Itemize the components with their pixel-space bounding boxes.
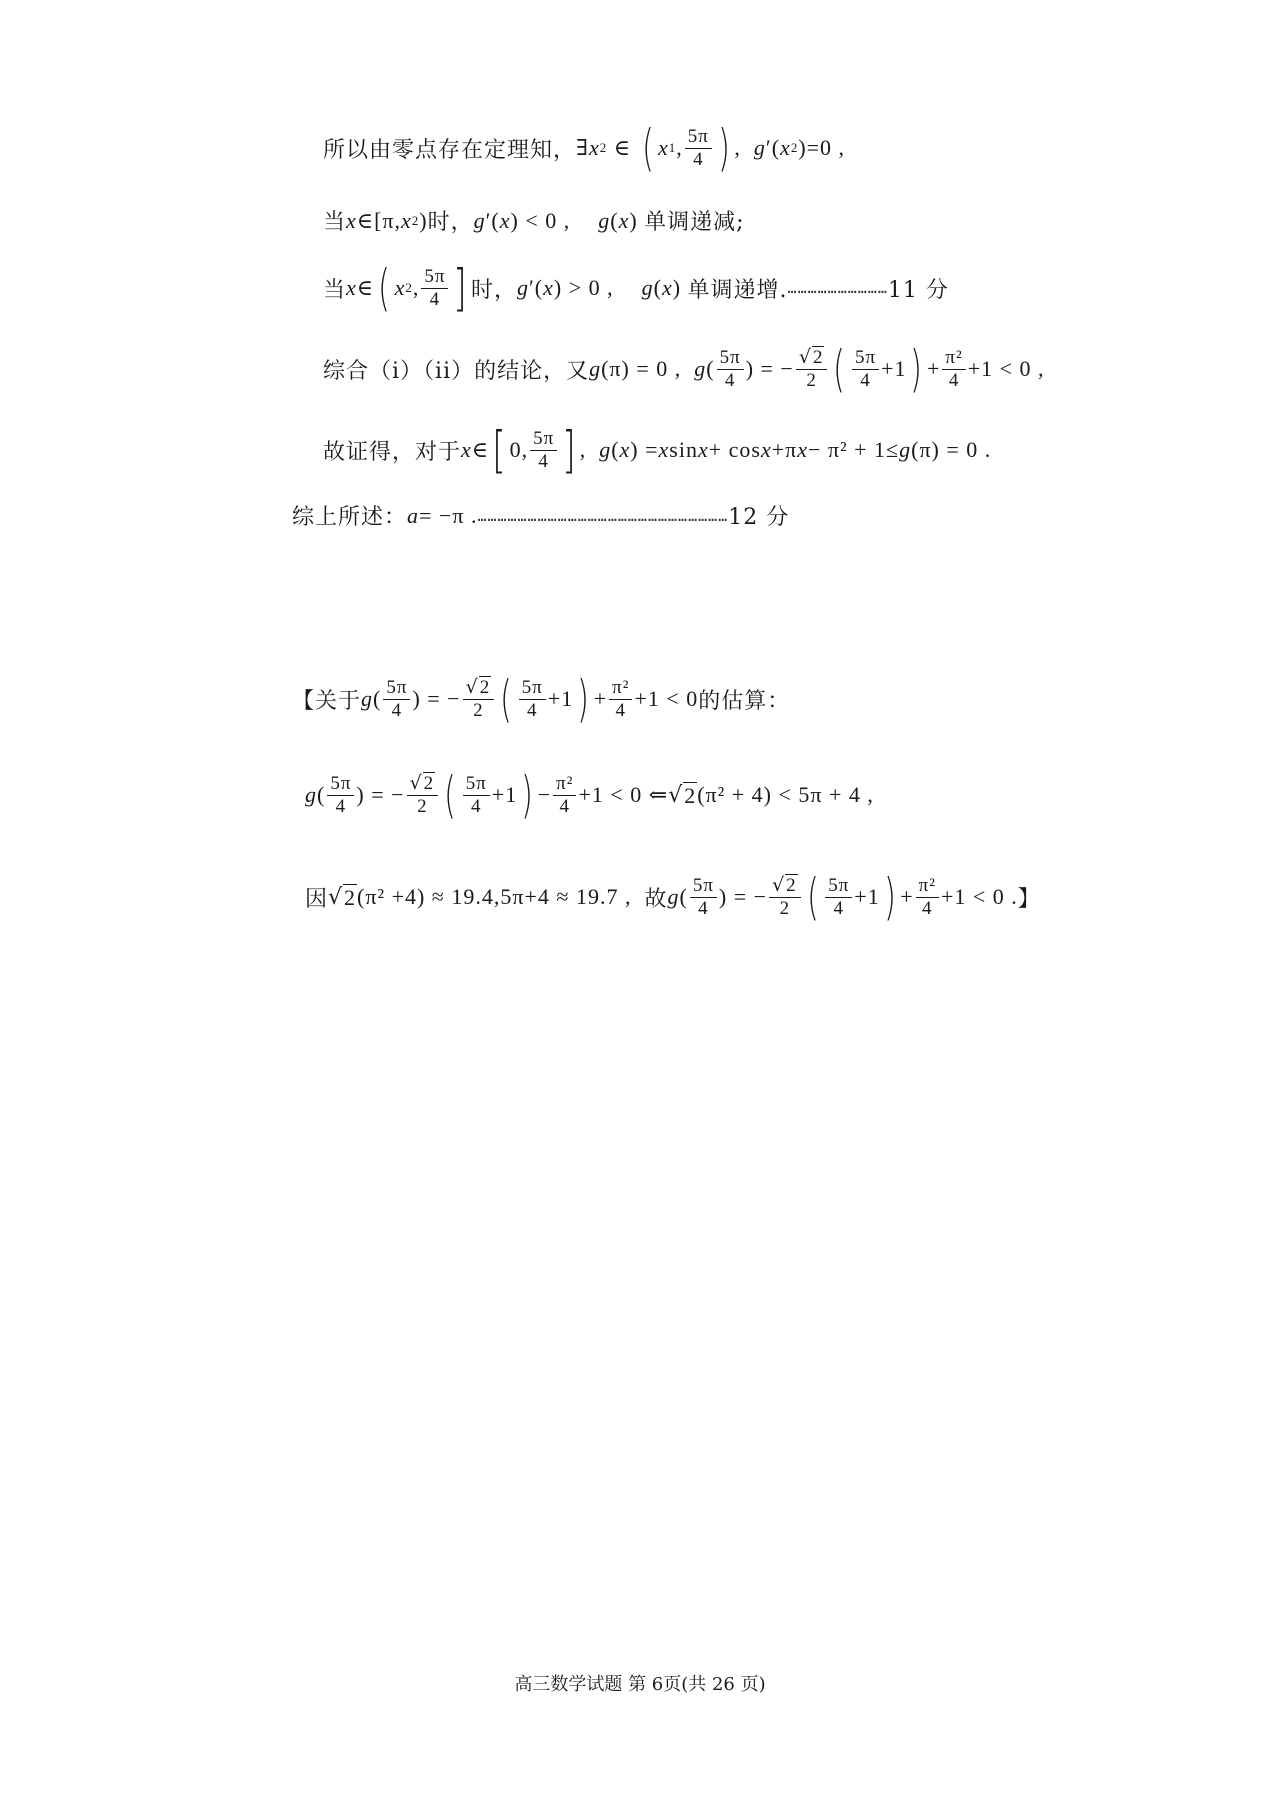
line-text: 所以由零点存在定理知， [323,137,577,163]
line-text: 综上所述： [292,505,408,530]
note-estimate-title: 【关于 g ( $\frac{5\pi}{4}$ ) = − $\frac{√2}{2}$ ( $\frac{5\pi}{4}$ +1 ) + $\frac{\text{π²}}{4}$ +1 < 0 的估算： [292,670,791,728]
note-estimate-values: 因 √ 2 (π² +4) ≈ 19.4,5π+4 ≈ 19.7 , 故 g ( $\frac{5\pi}{4}$ ) = − $\frac{√2}{2}$ ( $\frac{5\pi}{4}$ +1 ) + $\frac{\text{π²}}{4}$ +1 < 0 . 】 [305,868,1041,926]
line-text: 故 [644,886,668,912]
exists-symbol: ∃ [576,135,589,160]
line-text: 的估算： [698,688,791,714]
line-increasing: 当 x ∈ ( x 2 , $\frac{5\pi}{4}$ ] 时， g ′( x ) > 0 , g ( x ) 单调递增. ………………………… 11 分 [323,259,949,317]
line-text: 因 [305,886,329,912]
line-text: 时， [427,210,474,235]
line-combine: 综合（i）（ii）的结论，又 g (π) = 0 , g ( $\frac{5\pi}{4}$ ) = − $\frac{√2}{2}$ ( $\frac{5\pi}{4}$ +1 ) + $\frac{\text{π²}}{4}$ +1 < 0 , [323,340,1045,398]
line-summary: 综上所述： a = −π . ………………………………………………………………… 12 分 [292,500,789,531]
line-text: 【关于 [292,688,362,714]
score-label: 12 分 [728,505,790,530]
line-text: 单调递增. [687,277,788,303]
line-conclusion: 故证得，对于 x ∈ [ 0, $\frac{5\pi}{4}$ ] , g ( x ) = x sin x + cos x +π x − π² + 1≤ g (π) = 0 . [323,421,992,479]
line-text: 故证得，对于 [323,439,462,465]
line-text: 】 [1017,886,1041,912]
line-decreasing: 当 x ∈[π, x 2 ) 时， g ′( x ) < 0 , g ( x ) 单调递减; [323,205,745,236]
line-zero-theorem: 所以由零点存在定理知， ∃ x 2 ∈ ( x 1 , $\frac{5\pi}{4}$ ) , g ′( x 2 )=0 , [323,119,846,177]
line-text: 当 [323,277,347,303]
line-text: 单调递减; [644,210,745,235]
note-estimate-equivalence: g ( $\frac{5\pi}{4}$ ) = − $\frac{√2}{2}$ ( $\frac{5\pi}{4}$ +1 ) − $\frac{\text{π²}}{4}$ +1 < 0 ⇐ √ 2 (π² + 4) < 5π + 4 , [305,766,874,824]
page-footer: 高三数学试题 第 6页(共 26 页) [514,1674,766,1695]
line-text: 当 [323,210,347,235]
score-label: 11 分 [887,277,949,303]
line-text: 综合（i）（ii）的结论，又 [323,358,590,384]
line-text: 时， [470,277,517,303]
